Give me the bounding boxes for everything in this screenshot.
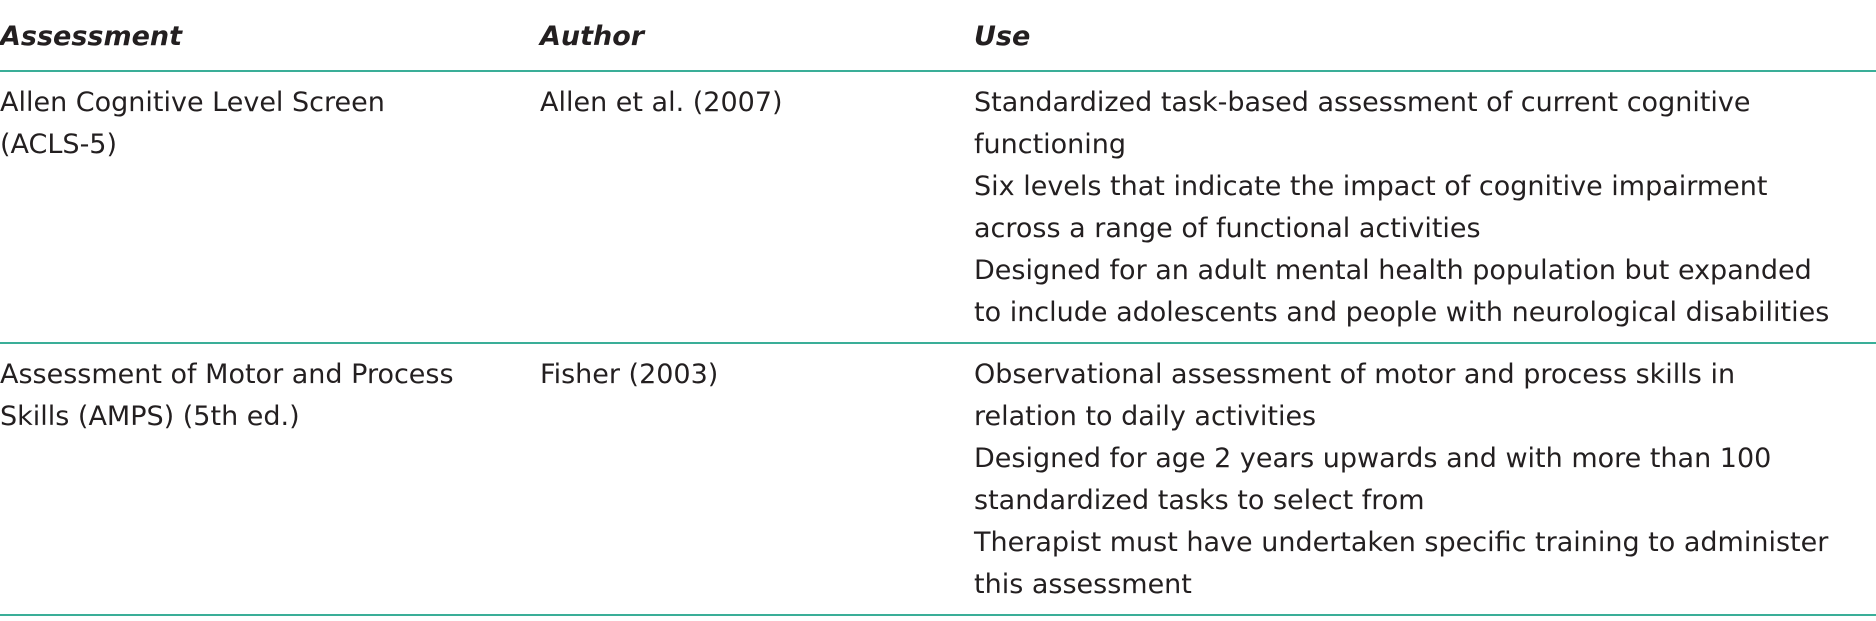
use-line: Therapist must have undertaken specific training to administer [974,527,1829,558]
use-line: standardized tasks to select from [974,485,1425,516]
cell-assessment [0,71,540,343]
use-line: relation to daily activities [974,401,1317,432]
author-text: Fisher (2003) [540,359,719,390]
assessment-line: Skills (AMPS) (5th ed.) [0,401,300,432]
header-author: Author [540,0,974,71]
cell-author [540,343,974,615]
cell-author [540,71,974,343]
header-assessment: Assessment [0,0,540,71]
use-line: Designed for age 2 years upwards and with more than 100 [974,443,1772,474]
use-line: across a range of functional activities [974,213,1481,244]
table-row [0,343,1876,615]
table-header-row [0,0,1876,71]
use-line: Observational assessment of motor and process skills in [974,359,1736,390]
cell-assessment [0,343,540,615]
assessment-line: (ACLS-5) [0,129,118,160]
use-line: functioning [974,129,1127,160]
assessment-line: Assessment of Motor and Process [0,359,454,390]
use-line: Standardized task-based assessment of current cognitive [974,87,1751,118]
use-line: to include adolescents and people with neurological disabilities [974,297,1830,328]
table-row [0,71,1876,343]
cell-use [974,71,1876,343]
use-line: Designed for an adult mental health population but expanded [974,255,1812,286]
use-line: this assessment [974,569,1192,600]
cell-use [974,343,1876,615]
header-use: Use [974,0,1876,71]
author-text: Allen et al. (2007) [540,87,783,118]
assessment-line: Allen Cognitive Level Screen [0,87,385,118]
use-line: Six levels that indicate the impact of cognitive impairment [974,171,1768,202]
